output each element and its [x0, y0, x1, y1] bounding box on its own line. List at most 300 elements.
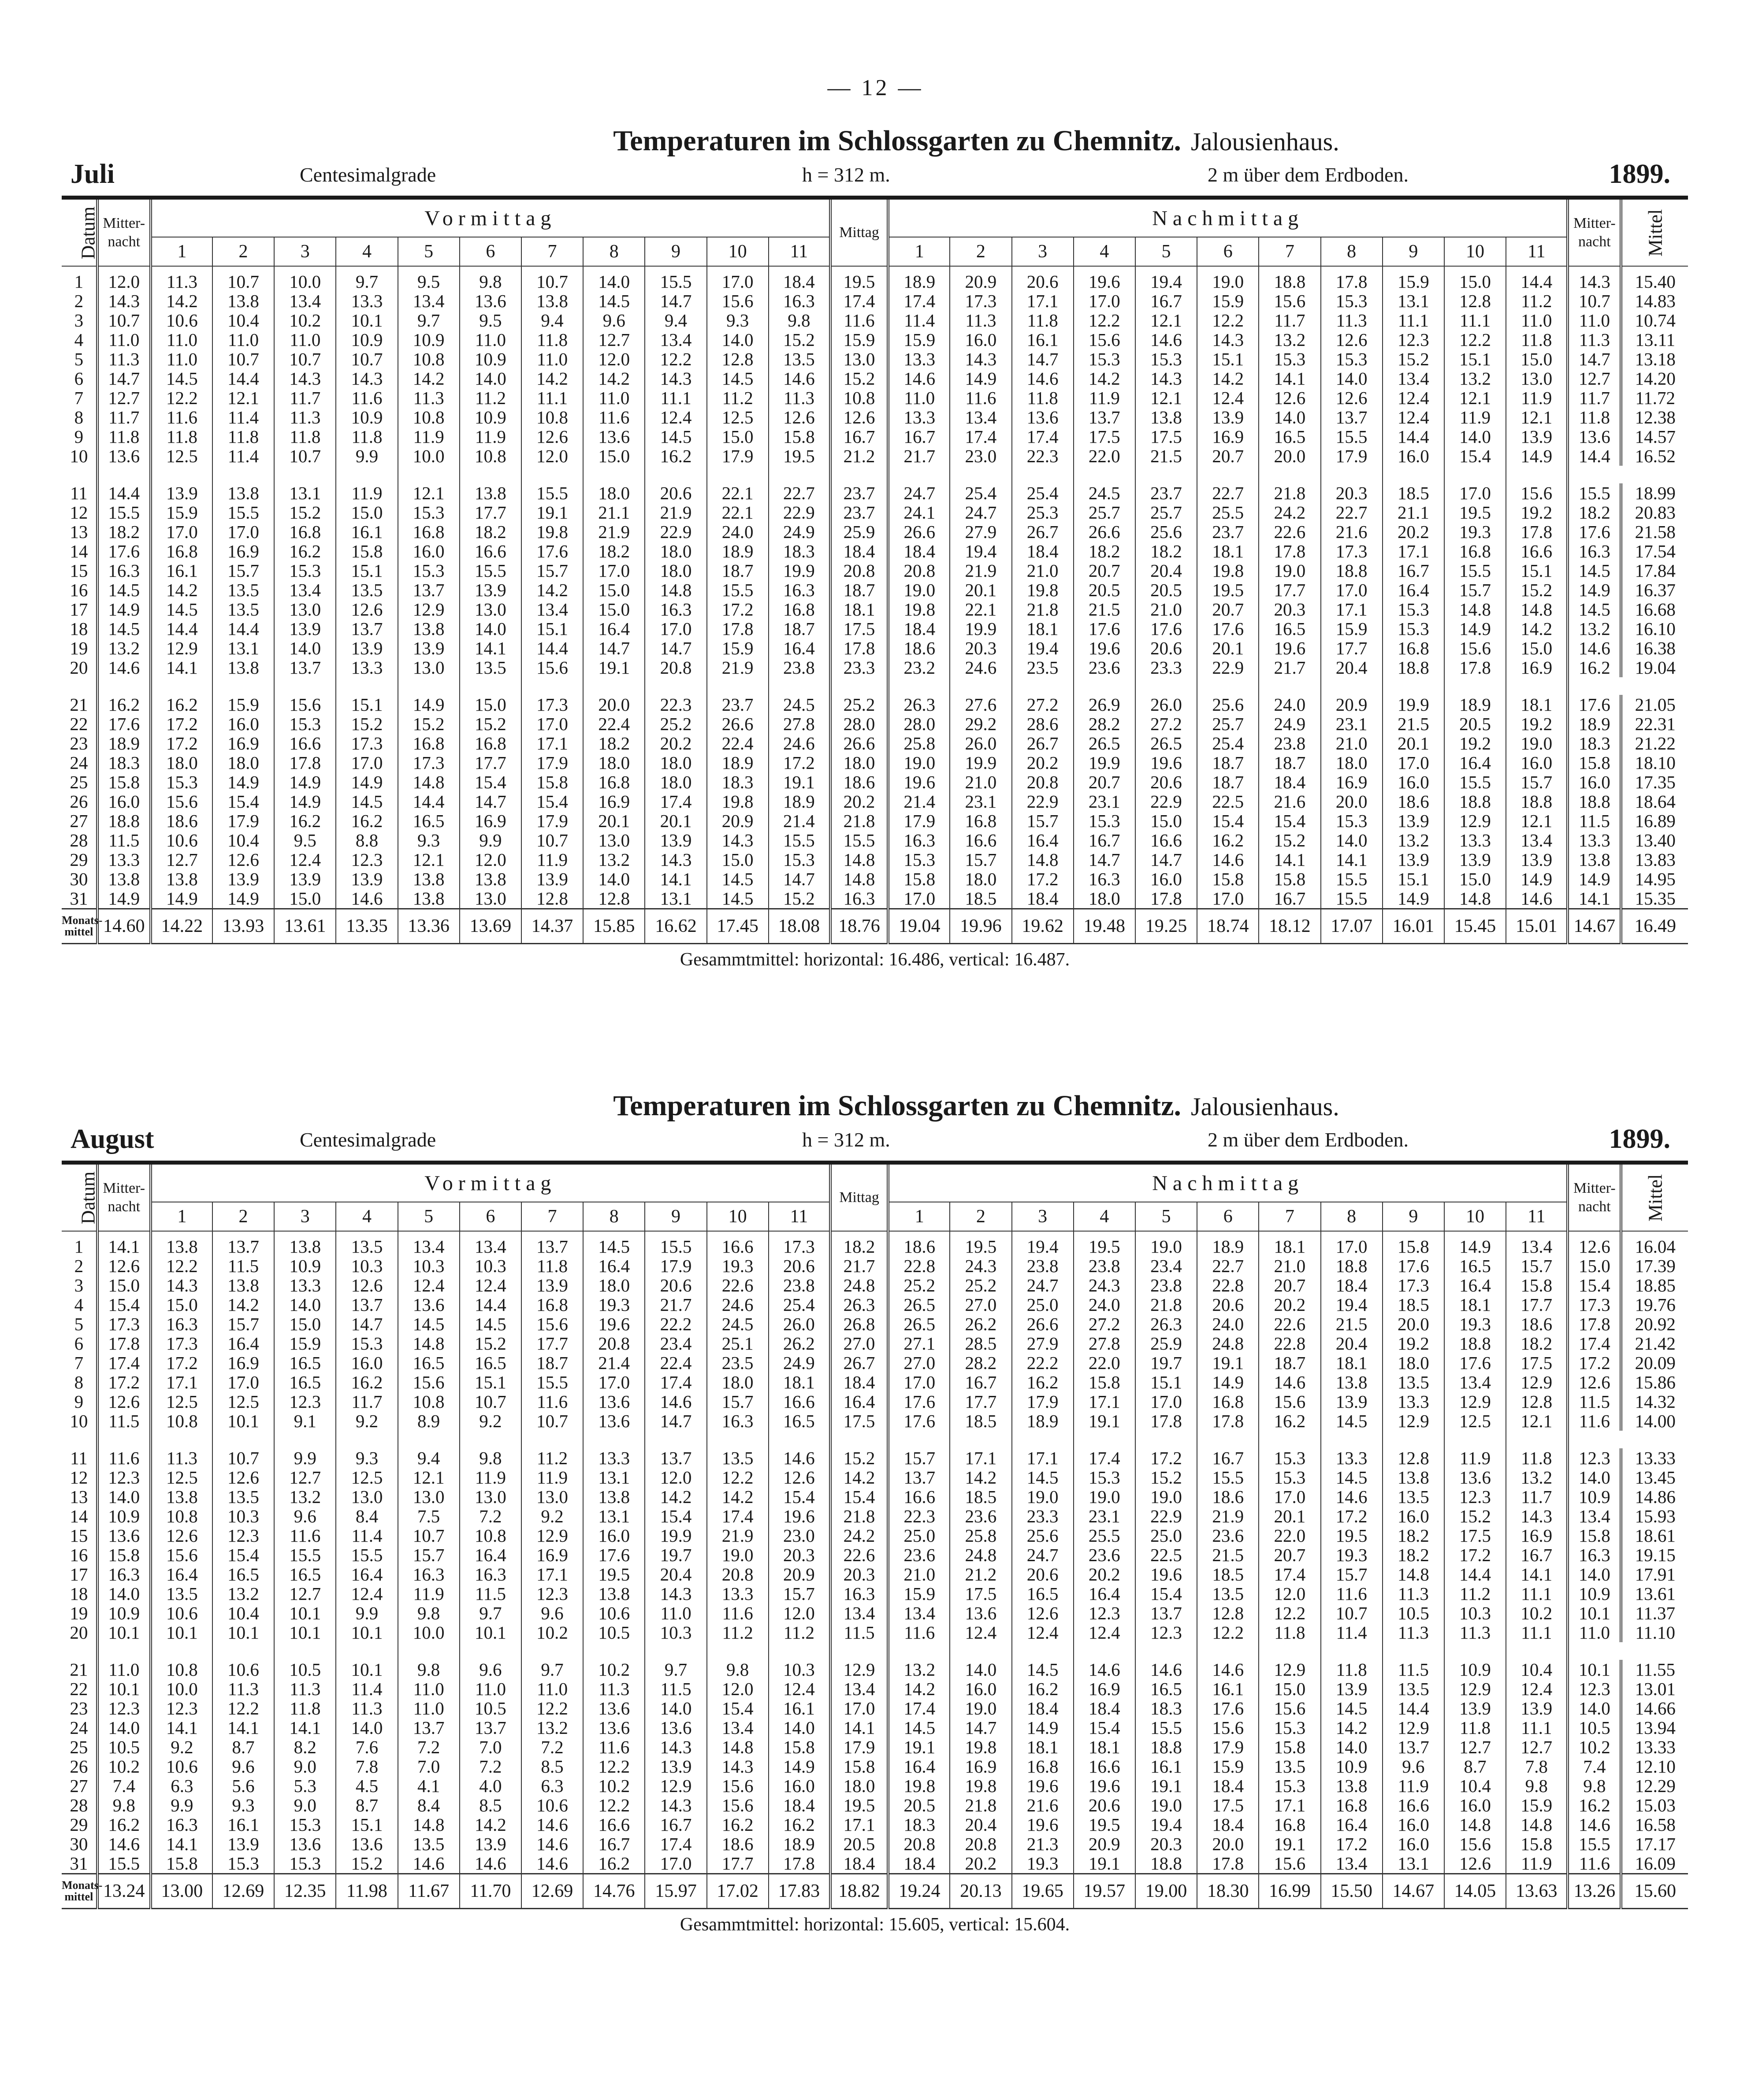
cell: 17.7 [1321, 638, 1383, 658]
cell: 13.0 [830, 349, 888, 369]
gap-cell [460, 1431, 521, 1448]
datum-label: Datum [77, 1171, 99, 1224]
cell: 12.5 [707, 408, 769, 427]
table-row [62, 1660, 1688, 1679]
row-datum: 15 [70, 1525, 88, 1546]
cell: 23.2 [888, 658, 950, 677]
cell: 15.3 [1383, 619, 1444, 638]
cell: 11.0 [888, 388, 950, 408]
cell: 14.2 [521, 580, 583, 600]
cell: 19.4 [1321, 1295, 1383, 1314]
cell: 11.8 [521, 1256, 583, 1276]
col-hour-am-5: 5 [398, 237, 460, 266]
monthly-mean-cell: 14.76 [583, 1874, 645, 1909]
col-hour-pm-2: 2 [950, 237, 1011, 266]
cell: 22.31 [1621, 714, 1688, 734]
col-hour-am-2: 2 [212, 1202, 274, 1231]
cell: 17.0 [1321, 580, 1383, 600]
cell: 15.2 [769, 330, 830, 349]
cell: 25.6 [1135, 522, 1197, 542]
cell: 18.4 [769, 266, 830, 291]
cell: 12.0 [645, 1468, 706, 1487]
cell: 14.7 [645, 638, 706, 658]
cell: 16.0 [1383, 446, 1444, 466]
cell: 19.2 [1444, 734, 1506, 753]
cell: 13.6 [583, 1411, 645, 1431]
cell: 11.9 [460, 1468, 521, 1487]
row-datum: 17 [70, 1564, 88, 1584]
cell: 14.7 [769, 869, 830, 889]
gap-cell [460, 466, 521, 483]
cell: 17.6 [1568, 695, 1621, 714]
row-datum: 29 [70, 850, 88, 870]
cell: 14.1 [1506, 1565, 1568, 1584]
cell: 19.6 [888, 772, 950, 792]
cell: 16.7 [1259, 889, 1320, 909]
cell: 17.6 [1197, 1699, 1259, 1718]
cell: 16.1 [151, 561, 212, 580]
cell: 27.6 [950, 695, 1011, 714]
cell: 18.8 [1321, 561, 1383, 580]
row-datum: 11 [70, 1448, 88, 1468]
cell: 12.6 [830, 408, 888, 427]
monthly-mean-cell: 13.69 [460, 909, 521, 944]
cell: 15.0 [1568, 1256, 1621, 1276]
gap-cell [1444, 677, 1506, 695]
cell: 17.4 [1074, 1448, 1135, 1468]
gap-cell [583, 677, 645, 695]
cell: 14.4 [521, 638, 583, 658]
table-row [62, 600, 1688, 619]
cell: 13.9 [645, 1757, 706, 1776]
cell: 11.6 [583, 1737, 645, 1757]
gap-cell [336, 1431, 398, 1448]
cell: 14.0 [460, 369, 521, 388]
cell: 12.2 [1259, 1603, 1320, 1623]
gap-cell [336, 466, 398, 483]
cell: 16.2 [583, 1854, 645, 1874]
cell: 17.9 [1321, 446, 1383, 466]
cell: 16.4 [1074, 1584, 1135, 1603]
cell: 17.6 [1383, 1256, 1444, 1276]
cell: 17.1 [521, 1565, 583, 1584]
cell: 20.0 [1383, 1314, 1444, 1334]
cell: 16.6 [888, 1487, 950, 1506]
cell: 18.3 [97, 753, 151, 772]
cell: 15.3 [888, 850, 950, 869]
cell: 14.0 [1321, 369, 1383, 388]
cell: 21.8 [830, 1506, 888, 1526]
cell: 9.6 [212, 1757, 274, 1776]
cell: 12.4 [950, 1623, 1011, 1642]
cell: 13.9 [1321, 1392, 1383, 1411]
cell: 23.4 [1135, 1256, 1197, 1276]
cell: 20.7 [1259, 1545, 1320, 1565]
cell: 19.0 [1259, 561, 1320, 580]
cell: 13.7 [212, 1231, 274, 1256]
gap-cell [460, 1642, 521, 1660]
cell: 14.7 [336, 1314, 398, 1334]
cell: 14.9 [151, 889, 212, 909]
cell: 13.7 [398, 580, 460, 600]
cell: 13.3 [1321, 1448, 1383, 1468]
cell: 21.42 [1621, 1334, 1688, 1353]
cell: 4.5 [336, 1776, 398, 1796]
gap-cell [888, 466, 950, 483]
cell: 7.8 [1506, 1757, 1568, 1776]
cell: 11.5 [97, 831, 151, 850]
cell: 10.5 [460, 1699, 521, 1718]
cell: 10.4 [212, 831, 274, 850]
cell: 17.1 [1321, 600, 1383, 619]
cell: 14.9 [336, 772, 398, 792]
cell: 14.8 [1506, 1815, 1568, 1834]
cell: 17.6 [888, 1392, 950, 1411]
row-datum: 15 [70, 560, 88, 581]
cell: 17.17 [1621, 1834, 1688, 1854]
cell: 8.7 [1444, 1757, 1506, 1776]
cell: 19.5 [1444, 503, 1506, 522]
monthly-mean-cell: 14.05 [1444, 1874, 1506, 1909]
cell: 10.8 [460, 446, 521, 466]
cell: 18.6 [151, 811, 212, 831]
table-row [62, 542, 1688, 561]
cell: 13.8 [151, 1231, 212, 1256]
cell: 19.9 [645, 1526, 706, 1545]
cell: 19.8 [888, 1776, 950, 1796]
cell: 13.7 [521, 1231, 583, 1256]
cell: 7.2 [521, 1737, 583, 1757]
cell: 10.7 [97, 311, 151, 330]
gap-cell [97, 466, 151, 483]
cell: 15.5 [1568, 483, 1621, 503]
cell: 12.4 [336, 1584, 398, 1603]
cell: 23.8 [1259, 734, 1320, 753]
cell: 13.9 [460, 1834, 521, 1854]
cell: 18.3 [888, 1815, 950, 1834]
cell: 14.0 [460, 619, 521, 638]
row-datum: 21 [70, 694, 88, 715]
cell: 17.3 [97, 1314, 151, 1334]
cell: 20.5 [1074, 580, 1135, 600]
cell: 12.4 [769, 1679, 830, 1699]
gap-cell [97, 1642, 151, 1660]
cell: 11.7 [274, 388, 336, 408]
cell: 13.9 [1197, 408, 1259, 427]
row-datum: 28 [70, 830, 88, 850]
cell: 28.0 [830, 714, 888, 734]
cell: 17.6 [521, 542, 583, 561]
cell: 11.8 [212, 427, 274, 446]
cell: 26.3 [1135, 1314, 1197, 1334]
cell: 10.4 [1444, 1776, 1506, 1796]
cell: 17.4 [97, 1353, 151, 1373]
cell: 13.6 [460, 291, 521, 311]
cell: 24.3 [1074, 1276, 1135, 1295]
cell: 18.6 [707, 1834, 769, 1854]
cell: 12.0 [521, 446, 583, 466]
row-datum: 26 [70, 1756, 88, 1777]
monthly-mean-cell: 15.60 [1621, 1874, 1688, 1909]
gap-cell [1197, 677, 1259, 695]
cell: 24.5 [769, 695, 830, 714]
cell: 17.0 [645, 1854, 706, 1874]
cell: 11.9 [1506, 388, 1568, 408]
row-datum: 23 [70, 1698, 88, 1718]
cell: 16.2 [274, 811, 336, 831]
cell: 12.9 [521, 1526, 583, 1545]
cell: 13.6 [583, 1718, 645, 1737]
cell: 9.6 [274, 1506, 336, 1526]
cell: 16.58 [1621, 1815, 1688, 1834]
cell: 14.8 [707, 1737, 769, 1757]
cell: 18.2 [583, 734, 645, 753]
cell: 9.1 [274, 1411, 336, 1431]
cell: 16.8 [1197, 1392, 1259, 1411]
table-row [62, 349, 1688, 369]
gap-cell [521, 677, 583, 695]
cell: 16.7 [1135, 291, 1197, 311]
cell: 14.4 [1383, 427, 1444, 446]
cell: 10.4 [212, 1603, 274, 1623]
cell: 16.2 [1012, 1373, 1074, 1392]
cell: 15.5 [1568, 1834, 1621, 1854]
cell: 18.4 [830, 1854, 888, 1874]
cell: 9.7 [645, 1660, 706, 1679]
cell: 15.5 [1321, 889, 1383, 909]
cell: 18.61 [1621, 1526, 1688, 1545]
table-row [62, 1796, 1688, 1815]
cell: 13.6 [398, 1295, 460, 1314]
cell: 13.5 [460, 658, 521, 677]
cell: 14.3 [645, 1584, 706, 1603]
cell: 15.1 [1383, 869, 1444, 889]
cell: 16.3 [97, 1565, 151, 1584]
cell: 11.4 [1321, 1623, 1383, 1642]
cell: 15.9 [888, 1584, 950, 1603]
table-row [62, 1776, 1688, 1796]
cell: 14.0 [1444, 427, 1506, 446]
cell: 20.7 [1259, 1276, 1320, 1295]
cell: 15.0 [583, 446, 645, 466]
row-datum: 25 [70, 772, 88, 792]
cell: 10.5 [274, 1660, 336, 1679]
cell: 14.5 [151, 600, 212, 619]
cell: 11.8 [1506, 1448, 1568, 1468]
gap-cell [151, 677, 212, 695]
cell: 5.6 [212, 1776, 274, 1796]
cell: 13.2 [274, 1487, 336, 1506]
row-datum: 5 [74, 349, 84, 369]
gap-cell [645, 1642, 706, 1660]
cell: 13.2 [1444, 369, 1506, 388]
cell: 20.0 [1197, 1834, 1259, 1854]
cell: 9.2 [151, 1737, 212, 1757]
monthly-mean-cell: 17.83 [769, 1874, 830, 1909]
cell: 17.8 [769, 1854, 830, 1874]
cell: 22.9 [645, 522, 706, 542]
cell: 11.6 [151, 408, 212, 427]
cell: 18.3 [1135, 1699, 1197, 1718]
cell: 15.1 [336, 561, 398, 580]
cell: 13.4 [1506, 831, 1568, 850]
header-row-groups [62, 1165, 1688, 1202]
cell: 11.6 [830, 311, 888, 330]
cell: 22.7 [769, 483, 830, 503]
cell: 19.6 [583, 1314, 645, 1334]
cell: 13.8 [1383, 1468, 1444, 1487]
cell: 11.6 [97, 1448, 151, 1468]
cell: 19.0 [1197, 266, 1259, 291]
table-row [62, 1679, 1688, 1699]
cell: 15.4 [460, 772, 521, 792]
cell: 18.5 [950, 1487, 1011, 1506]
cell: 12.3 [1383, 330, 1444, 349]
cell: 10.7 [1321, 1603, 1383, 1623]
cell: 13.33 [1621, 1737, 1688, 1757]
cell: 17.0 [583, 1373, 645, 1392]
cell: 13.0 [460, 889, 521, 909]
cell: 18.1 [1321, 1353, 1383, 1373]
cell: 19.0 [1135, 1231, 1197, 1256]
cell: 20.3 [1135, 1834, 1197, 1854]
cell: 16.6 [1506, 542, 1568, 561]
row-datum: 31 [70, 1853, 88, 1874]
cell: 22.7 [1197, 1256, 1259, 1276]
cell: 11.6 [336, 388, 398, 408]
cell: 21.2 [950, 1565, 1011, 1584]
cell: 11.0 [97, 1660, 151, 1679]
table-row [62, 311, 1688, 330]
cell: 16.5 [1259, 427, 1320, 446]
cell: 14.7 [645, 1411, 706, 1431]
cell: 20.8 [888, 561, 950, 580]
cell: 11.0 [151, 349, 212, 369]
cell: 10.2 [583, 1660, 645, 1679]
cell: 13.6 [97, 1526, 151, 1545]
cell: 14.4 [1444, 1565, 1506, 1584]
cell: 18.6 [888, 638, 950, 658]
cell: 14.6 [521, 1834, 583, 1854]
cell: 15.7 [212, 561, 274, 580]
cell: 13.83 [1621, 850, 1688, 869]
cell: 23.8 [1074, 1256, 1135, 1276]
cell: 16.8 [398, 734, 460, 753]
cell: 14.1 [151, 1834, 212, 1854]
cell: 11.0 [274, 330, 336, 349]
cell: 18.5 [950, 1411, 1011, 1431]
cell: 13.9 [521, 869, 583, 889]
cell: 18.0 [645, 542, 706, 561]
table-row [62, 889, 1688, 909]
cell: 15.6 [151, 1545, 212, 1565]
cell: 15.5 [1321, 427, 1383, 446]
gap-cell [1197, 1431, 1259, 1448]
cell: 20.7 [1197, 446, 1259, 466]
cell: 11.0 [1568, 1623, 1621, 1642]
gap-cell [1135, 1431, 1197, 1448]
cell: 10.1 [336, 311, 398, 330]
cell: 18.1 [1012, 1737, 1074, 1757]
cell: 17.3 [336, 734, 398, 753]
gap-cell [830, 1431, 888, 1448]
cell: 18.3 [1568, 734, 1621, 753]
monthly-mean-label: Monats- mittel [62, 909, 97, 944]
cell: 17.4 [830, 291, 888, 311]
cell: 17.4 [707, 1506, 769, 1526]
cell: 19.0 [888, 580, 950, 600]
cell: 17.3 [950, 291, 1011, 311]
cell: 26.5 [1135, 734, 1197, 753]
cell: 13.4 [830, 1603, 888, 1623]
cell: 13.0 [274, 600, 336, 619]
cell: 10.9 [1568, 1584, 1621, 1603]
cell: 23.8 [1135, 1276, 1197, 1295]
cell: 20.8 [645, 658, 706, 677]
cell: 14.3 [645, 1737, 706, 1757]
mittel-label: Mittel [1644, 209, 1666, 256]
cell: 11.9 [398, 427, 460, 446]
gap-cell [830, 1642, 888, 1660]
cell: 18.9 [1568, 714, 1621, 734]
cell: 26.6 [1012, 1314, 1074, 1334]
cell: 15.2 [460, 1334, 521, 1353]
cell: 14.7 [97, 369, 151, 388]
cell: 16.0 [769, 1776, 830, 1796]
cell: 11.0 [151, 330, 212, 349]
cell: 15.3 [398, 561, 460, 580]
cell: 18.8 [1135, 1854, 1197, 1874]
height-label: h = 312 m. [802, 1128, 890, 1151]
cell: 15.5 [336, 1545, 398, 1565]
cell: 16.4 [583, 1256, 645, 1276]
monthly-mean-cell: 14.67 [1383, 1874, 1444, 1909]
cell: 17.0 [888, 889, 950, 909]
cell: 11.6 [707, 1603, 769, 1623]
cell: 12.9 [1444, 1679, 1506, 1699]
cell: 13.6 [274, 1834, 336, 1854]
gap-cell [97, 1431, 151, 1448]
cell: 17.8 [1197, 1854, 1259, 1874]
cell: 16.8 [398, 522, 460, 542]
row-datum: 10 [70, 1411, 88, 1431]
cell: 4.0 [460, 1776, 521, 1796]
monthly-mean-cell: 13.93 [212, 909, 274, 944]
cell: 10.7 [398, 1526, 460, 1545]
cell: 13.4 [274, 291, 336, 311]
cell: 11.8 [521, 330, 583, 349]
cell: 15.6 [1259, 1854, 1320, 1874]
col-mittag: Mittag [830, 1165, 888, 1231]
cell: 18.4 [1197, 1815, 1259, 1834]
cell: 18.3 [769, 542, 830, 561]
cell: 17.4 [645, 1373, 706, 1392]
cell: 10.1 [336, 1660, 398, 1679]
cell: 16.2 [1012, 1679, 1074, 1699]
cell: 15.5 [830, 831, 888, 850]
cell: 15.7 [888, 1448, 950, 1468]
cell: 17.2 [1444, 1545, 1506, 1565]
cell: 12.0 [1259, 1584, 1320, 1603]
cell: 11.2 [1506, 291, 1568, 311]
table-row [62, 1737, 1688, 1757]
cell: 15.9 [707, 638, 769, 658]
cell: 10.3 [212, 1506, 274, 1526]
cell: 11.0 [583, 388, 645, 408]
cell: 14.0 [583, 266, 645, 291]
cell: 21.0 [1135, 600, 1197, 619]
cell: 15.0 [583, 580, 645, 600]
